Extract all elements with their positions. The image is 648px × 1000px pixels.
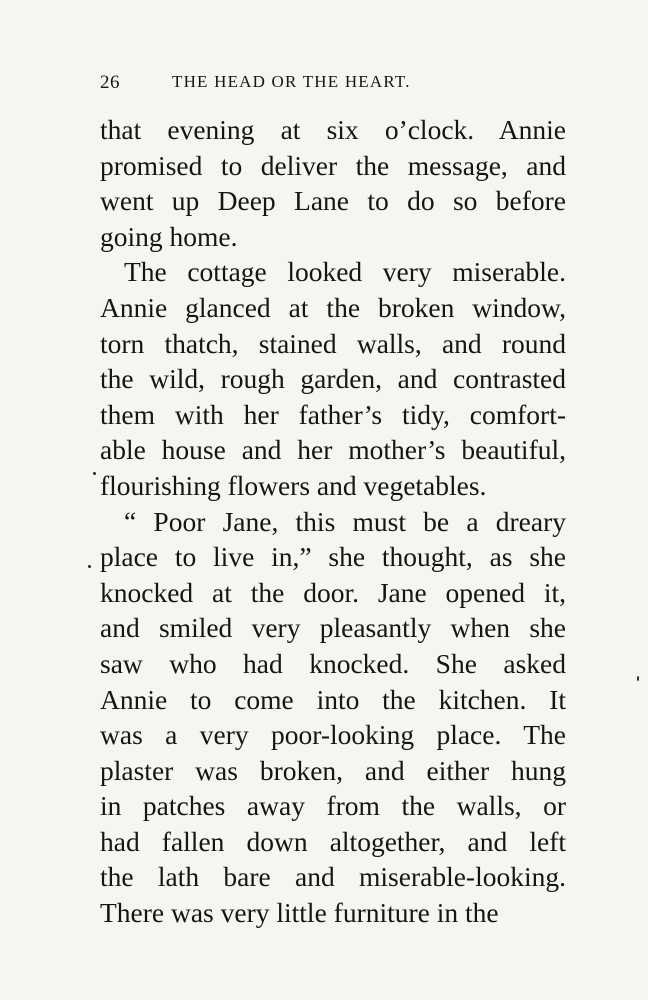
text-line: torn thatch, stained walls, and round xyxy=(100,327,566,359)
text-line: and smiled very pleasantly when she xyxy=(100,612,566,644)
page-number: 26 xyxy=(100,72,120,93)
text-line: knocked at the door. Jane opened it, xyxy=(100,576,566,608)
ink-speck xyxy=(637,676,639,681)
text-line: saw who had knocked. She asked xyxy=(100,647,566,679)
running-head xyxy=(100,72,504,96)
body-text xyxy=(100,112,566,931)
text-line: Annie glanced at the broken window, xyxy=(100,291,566,323)
text-line: plaster was broken, and either hung xyxy=(100,754,566,786)
text-line: The cottage looked very miserable. xyxy=(124,256,566,288)
text-line: able house and her mother’s beautiful, xyxy=(100,434,566,466)
text-line: going home. xyxy=(100,220,238,252)
text-line: that evening at six o’clock. Annie xyxy=(100,114,566,145)
text-line: had fallen down altogether, and left xyxy=(100,825,566,857)
text-line: “ Poor Jane, this must be a dreary xyxy=(124,505,566,537)
text-line: Annie to come into the kitchen. It xyxy=(100,683,566,715)
text-line: was a very poor-looking place. The xyxy=(100,719,566,751)
text-line: in patches away from the walls, or xyxy=(100,790,566,822)
text-line: flourishing flowers and vegetables. xyxy=(100,469,487,501)
text-line: promised to deliver the message, and xyxy=(100,149,566,181)
text-line: the lath bare and miserable-looking. xyxy=(100,861,566,893)
text-line: went up Deep Lane to do so before xyxy=(100,185,566,217)
text-line: There was very little furniture in the xyxy=(100,897,499,929)
text-line: the wild, rough garden, and contrasted xyxy=(100,363,566,395)
ink-speck xyxy=(93,472,96,475)
text-line: place to live in,” she thought, as she xyxy=(100,541,566,573)
running-title: THE HEAD OR THE HEART. xyxy=(172,72,411,91)
ink-speck xyxy=(88,565,91,568)
text-line: them with her father’s tidy, comfort- xyxy=(100,398,566,430)
